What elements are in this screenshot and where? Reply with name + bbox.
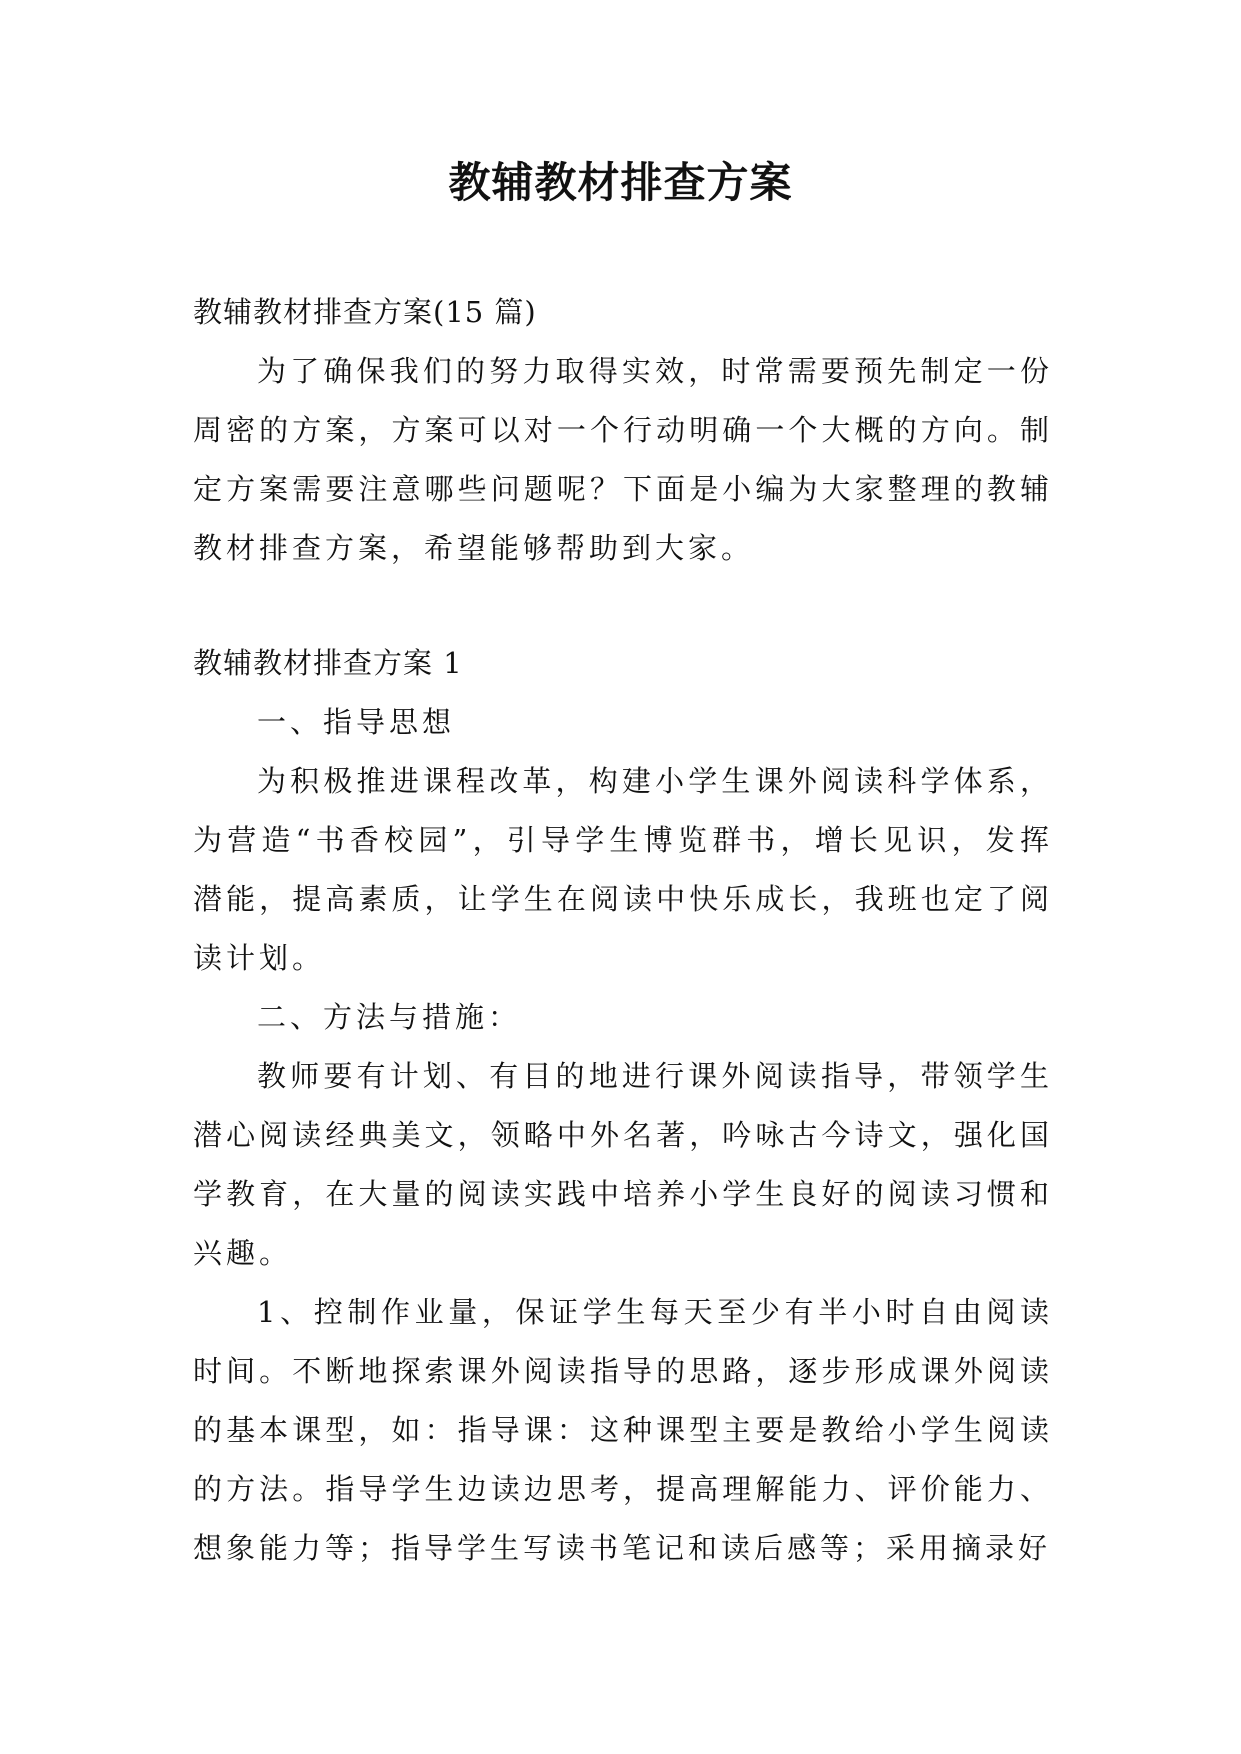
paragraph-methods: 教师要有计划、有目的地进行课外阅读指导，带领学生潜心阅读经典美文，领略中外名著，吟咏古今诗文，强化国学教育，在大量的阅读实践中培养小学生良好的阅读习惯和兴趣。 [193,1059,1053,1270]
heading-guiding-ideology: 一、指导思想 [257,705,456,739]
document-title: 教辅教材排查方案 [448,158,793,207]
document-body [193,283,1053,1578]
paragraph-guiding-ideology: 为积极推进课程改革，构建小学生课外阅读科学体系，为营造“书香校园”，引导学生博览群书，增长见识，发挥潜能，提高素质，让学生在阅读中快乐成长，我班也定了阅读计划。 [193,764,1053,975]
document-subtitle: 教辅教材排查方案(15 篇) [193,295,537,329]
section-title: 教辅教材排查方案 1 [193,646,463,680]
paragraph-item-1: 1、控制作业量，保证学生每天至少有半小时自由阅读时间。不断地探索课外阅读指导的思路，逐步形成课外阅读的基本课型，如：指导课：这种课型主要是教给小学生阅读的方法。指导学生边读边思考，提高理解能力、评价能力、想象能力等；指导学生写读书笔记和读后感等；采用摘录好 [193,1295,1053,1565]
intro-paragraph: 为了确保我们的努力取得实效，时常需要预先制定一份周密的方案，方案可以对一个行动明确一个大概的方向。制定方案需要注意哪些问题呢？下面是小编为大家整理的教辅教材排查方案，希望能够帮助到大家。 [193,354,1053,565]
heading-methods-measures: 二、方法与措施： [257,1000,522,1034]
section-spacer [193,578,1053,634]
